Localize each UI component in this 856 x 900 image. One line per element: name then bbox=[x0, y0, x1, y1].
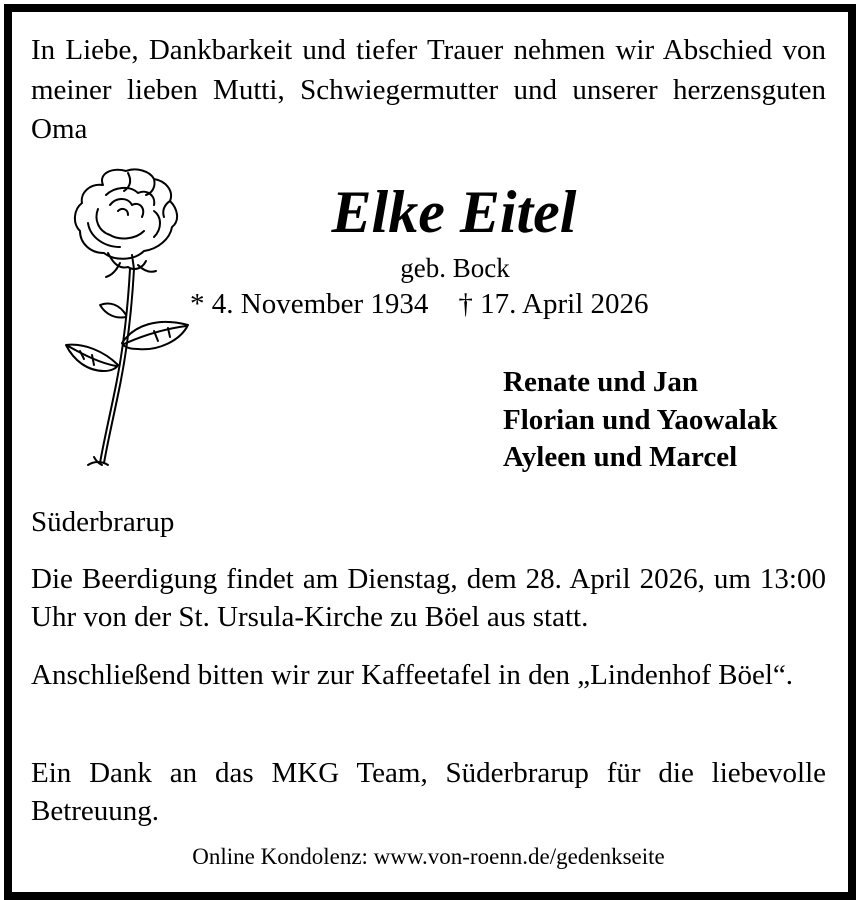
life-dates bbox=[190, 287, 649, 321]
birth-date: * 4. November 1934 bbox=[190, 288, 429, 320]
intro-text: In Liebe, Dankbarkeit und tiefer Trauer nehmen wir Abschied von meiner lieben Mutti, Schwiegermutter und unserer herzensguten Oma bbox=[31, 34, 826, 145]
funeral-info: Die Beerdigung findet am Dienstag, dem 28. April 2026, um 13:00 Uhr von der St. Ursula-Kirche zu Böel aus statt. bbox=[31, 563, 826, 633]
rose-drawing-icon bbox=[58, 165, 198, 470]
place-name: Süderbrarup bbox=[31, 506, 175, 538]
death-date: † 17. April 2026 bbox=[458, 288, 649, 320]
maiden-name: geb. Bock bbox=[400, 253, 510, 283]
online-condolence: Online Kondolenz: www.von-roenn.de/gedenkseite bbox=[192, 844, 665, 869]
thanks-text: Ein Dank an das MKG Team, Süderbrarup für die liebevolle Betreuung. bbox=[31, 757, 826, 827]
family-member: Ayleen und Marcel bbox=[503, 441, 738, 473]
coffee-reception-info: Anschließend bitten wir zur Kaffeetafel in den „Lindenhof Böel“. bbox=[31, 659, 794, 691]
family-member: Florian und Yaowalak bbox=[503, 403, 778, 436]
deceased-name: Elke Eitel bbox=[331, 179, 577, 245]
family-member: Renate und Jan bbox=[503, 366, 698, 398]
family-list bbox=[503, 364, 778, 477]
